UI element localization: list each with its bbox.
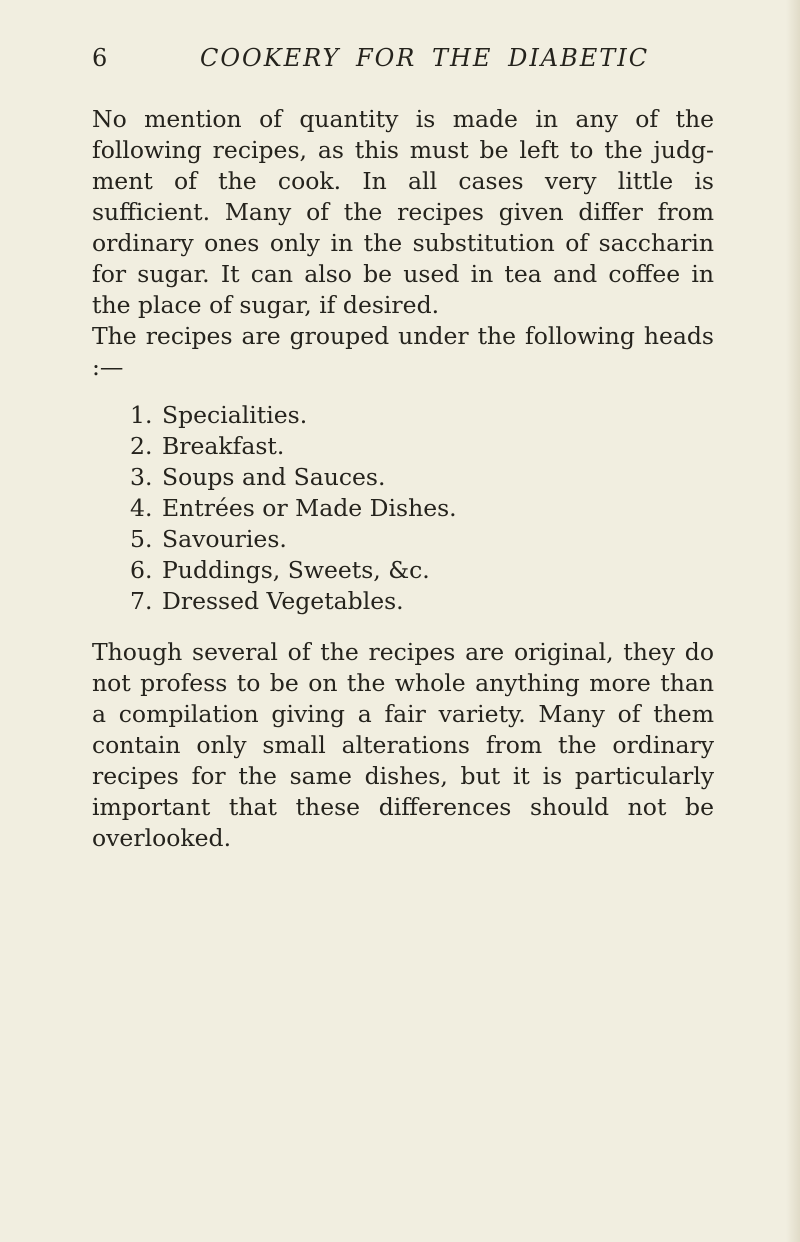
list-item-label: Breakfast. xyxy=(162,432,285,460)
list-item-number: 3. xyxy=(130,463,153,491)
list-item-number: 4. xyxy=(130,494,153,522)
list-item xyxy=(130,462,714,493)
list-item-label: Dressed Vegetables. xyxy=(162,587,404,615)
page-number: 6 xyxy=(92,44,110,72)
list-item-number: 2. xyxy=(130,432,153,460)
page-edge-shadow xyxy=(786,0,800,1242)
body-text xyxy=(92,104,714,854)
list-item-label: Savouries. xyxy=(162,525,287,553)
list-item-number: 5. xyxy=(130,525,153,553)
list-item-label: Entrées or Made Dishes. xyxy=(162,494,457,522)
list-item-label: Puddings, Sweets, &c. xyxy=(162,556,430,584)
list-item-number: 1. xyxy=(130,401,153,429)
list-item-label: Specialities. xyxy=(162,401,308,429)
list-item xyxy=(130,555,714,586)
running-title: COOKERY FOR THE DIABETIC xyxy=(200,44,650,72)
list-item xyxy=(130,400,714,431)
list-item xyxy=(130,493,714,524)
paragraph-compilation-note: Though several of the recipes are original, they do not profess to be on the whole anything more than a compilation giving a fair variety. Many of them contain only small alterations from the ordinary recipes for the same dishes, but it is particularly important that these differences should not be overlooked. xyxy=(92,638,714,852)
list-item-label: Soups and Sauces. xyxy=(162,463,386,491)
list-item xyxy=(130,586,714,617)
running-header xyxy=(92,44,712,84)
list-item-number: 7. xyxy=(130,587,153,615)
list-item-number: 6. xyxy=(130,556,153,584)
list-item xyxy=(130,524,714,555)
intro-section xyxy=(92,104,714,383)
list-item xyxy=(130,431,714,462)
paragraph-quantity-note: No mention of quantity is made in any of the following recipes, as this must be left to the judgment of the cook. In all cases very little is sufficient. Many of the recipes given differ from ordinary ones only in the substitution of saccharin for sugar. It can also be used in tea and coffee in the place of sugar, if desired. xyxy=(92,105,714,319)
recipe-heads-list xyxy=(92,400,714,617)
paragraph-grouping-intro: The recipes are grouped under the following heads :— xyxy=(92,322,714,381)
